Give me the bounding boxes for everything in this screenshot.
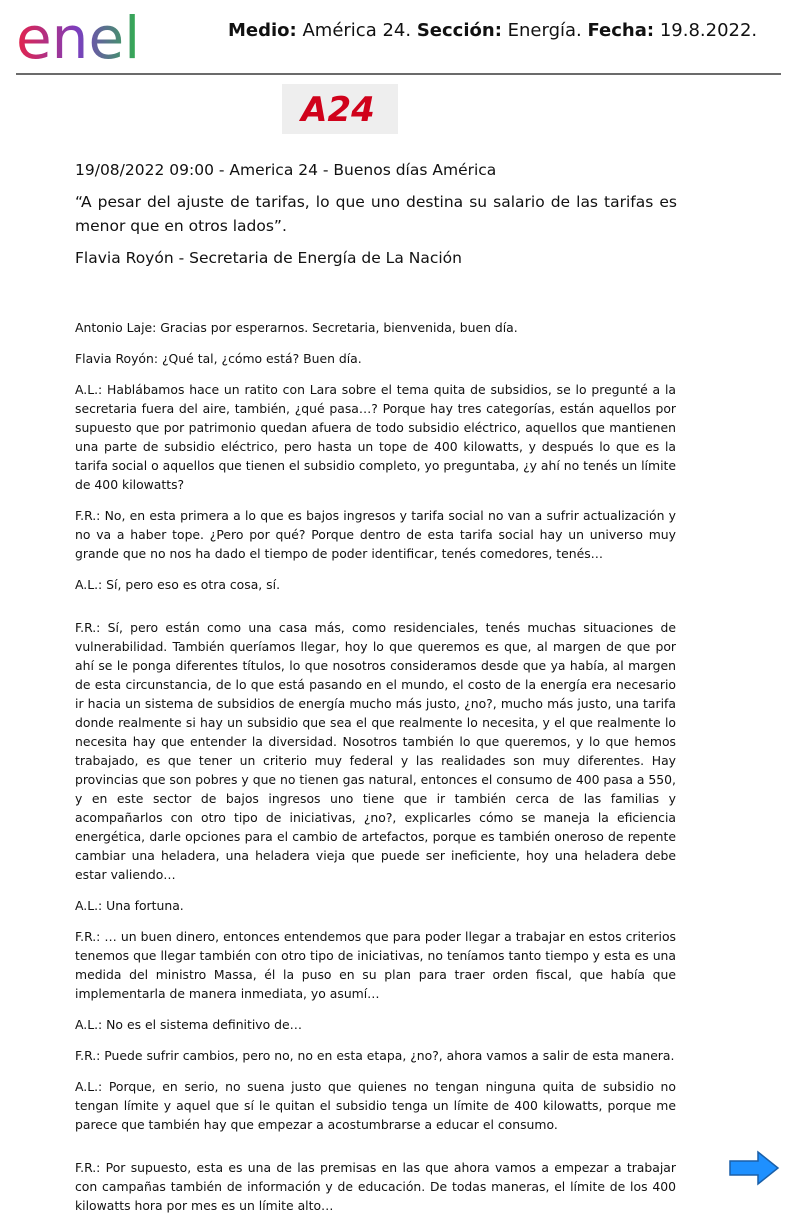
article-lead xyxy=(75,158,677,278)
a24-logo xyxy=(282,84,398,134)
seccion-label: Sección: xyxy=(416,20,502,41)
enel-logo-graphic xyxy=(16,10,176,66)
headline-quote: “A pesar del ajuste de tarifas, lo que uno destina su salario de las tarifas es menor que en otros lados”. xyxy=(75,193,677,235)
fecha-value: 19.8.2022. xyxy=(659,20,758,41)
document-header xyxy=(228,20,757,41)
transcript-paragraph: F.R.: No, en esta primera a lo que es bajos ingresos y tarifa social no van a sufrir actualización y no va a haber tope. ¿Pero por qué? Porque dentro de esta tarifa social hay un universo muy grande que no nos ha dado el tiempo de poder identificar, tenés comedores, tenés… xyxy=(75,508,676,561)
transcript-paragraph: F.R.: Por supuesto, esta es una de las premisas en las que ahora vamos a empezar a trabajar con campañas también de información y de educación. De todas maneras, el límite de los 400 kilowatts hora por mes es un límite alto… xyxy=(75,1160,676,1213)
enel-logo-text: enel xyxy=(16,10,141,66)
transcript-paragraph: F.R.: … un buen dinero, entonces entendemos que para poder llegar a trabajar en estos criterios tenemos que llegar también con otro tipo de iniciativas, no teníamos tanto tiempo y esta es una medida del ministro Massa, él la puso en su plan para traer orden fiscal, que había que implementarla de manera inmediata, yo asumí… xyxy=(75,929,676,1001)
transcript-paragraph: F.R.: Puede sufrir cambios, pero no, no en esta etapa, ¿no?, ahora vamos a salir de esta manera. xyxy=(75,1048,675,1063)
transcript-paragraph: A.L.: Sí, pero eso es otra cosa, sí. xyxy=(75,577,281,592)
transcript-paragraph: A.L.: Porque, en serio, no suena justo que quienes no tengan ninguna quita de subsidio no tengan límite y aquel que sí le quitan el subsidio tenga un límite de 400 kilowatts, porque me parece que también hay que empezar a acostumbrarse a educar el consumo. xyxy=(75,1079,676,1132)
transcript-paragraph: Flavia Royón: ¿Qué tal, ¿cómo está? Buen día. xyxy=(75,351,362,366)
a24-logo-graphic xyxy=(282,84,398,134)
byline: Flavia Royón - Secretaria de Energía de La Nación xyxy=(75,249,462,267)
transcript xyxy=(75,318,676,1227)
arrow-right-icon xyxy=(728,1150,780,1186)
a24-logo-text: A24 xyxy=(301,90,375,130)
fecha-label: Fecha: xyxy=(587,20,655,41)
transcript-paragraph: A.L.: No es el sistema definitivo de… xyxy=(75,1017,303,1032)
transcript-paragraph: A.L.: Hablábamos hace un ratito con Lara sobre el tema quita de subsidios, se lo pregunté a la secretaria fuera del aire, también, ¿qué pasa…? Porque hay tres categorías, están aquellos por supuesto que por patrimonio quedan afuera de todo subsidio eléctrico, aquellos que mantienen una parte de subsidio eléctrico, pero hasta un tope de 400 kilowatts, y después lo que es la tarifa social o aquellos que tienen el subsidio completo, yo preguntaba, ¿y ahí no tenés un límite de 400 kilowatts? xyxy=(75,382,676,492)
seccion-value: Energía. xyxy=(507,20,582,41)
medio-label: Medio: xyxy=(228,20,297,41)
next-page-button[interactable] xyxy=(728,1150,780,1186)
enel-logo xyxy=(16,10,176,66)
transcript-paragraph: Antonio Laje: Gracias por esperarnos. Secretaria, bienvenida, buen día. xyxy=(75,320,518,335)
medio-value: América 24. xyxy=(302,20,412,41)
dateline: 19/08/2022 09:00 - America 24 - Buenos días América xyxy=(75,161,497,179)
header-divider xyxy=(16,73,781,75)
transcript-paragraph: A.L.: Una fortuna. xyxy=(75,898,184,913)
transcript-paragraph: F.R.: Sí, pero están como una casa más, como residenciales, tenés muchas situaciones de vulnerabilidad. También queríamos llegar, hoy lo que queremos es que, al margen de que por ahí se le ponga diferentes títulos, lo que nosotros consideramos desde que ya había, al margen de esta circunstancia, de lo que está pasando en el mundo, el costo de la energía era necesario ir hacia un sistema de subsidios de energía mucho más justo, ¿no?, mucho más justo, una tarifa donde realmente si hay un subsidio que sea el que realmente lo necesita, y el que realmente lo necesita hay que entender la diversidad. Nosotros también lo que queremos, y lo que hemos trabajado, es que tener un criterio muy federal y las realidades son muy diferentes. Hay provincias que son pobres y que no tienen gas natural, entonces el consumo de 400 pasa a 550, y en este sector de bajos ingresos uno tiene que ir también cerca de las familias y acompañarlos con otro tipo de iniciativas, ¿no?, explicarles cómo se maneja la eficiencia energética, darle opciones para el cambio de artefactos, porque es también oneroso de repente cambiar una heladera, una heladera vieja que puede ser ineficiente, hoy una heladera debe estar valiendo… xyxy=(75,620,676,882)
